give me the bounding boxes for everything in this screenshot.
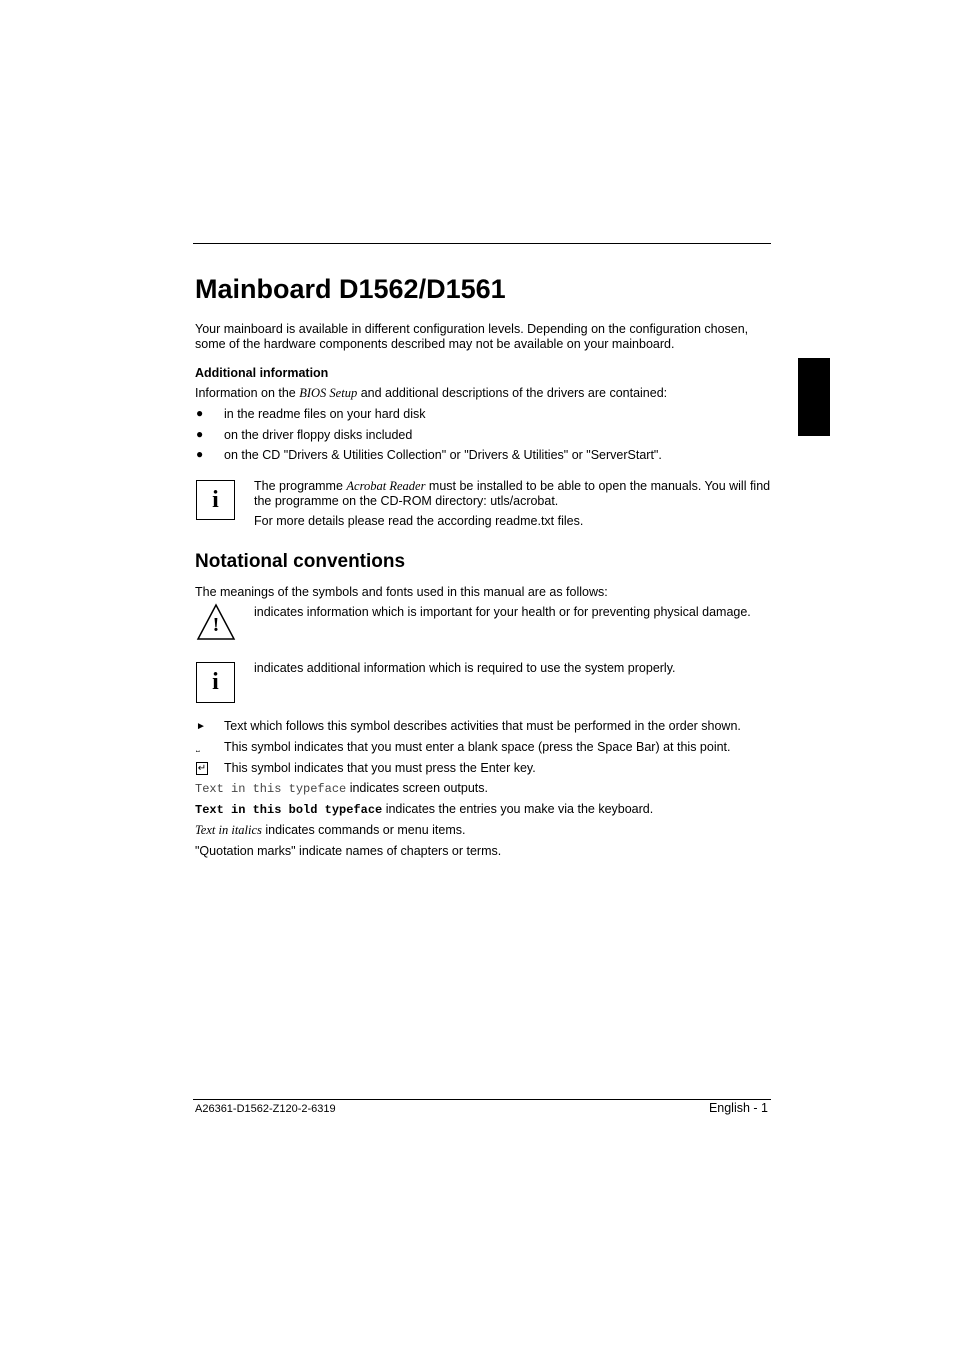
bullet-dot-icon: ● (196, 406, 204, 420)
warning-description: indicates information which is important for your health or for preventing physical damage. (254, 605, 751, 619)
intro-paragraph: Your mainboard is available in different configuration levels. Depending on the configuration chosen, some of the hardware components described may not be available on your mainboard. (195, 322, 749, 351)
additional-intro-italic: BIOS Setup (299, 386, 358, 400)
info1-post: must be installed to be able to open the manuals. You will find the programme on the CD-ROM directory: utls/acrobat. (254, 479, 771, 508)
typeface-italic-desc: indicates commands or menu items. (261, 823, 466, 837)
bullet-dot-icon: ● (196, 427, 204, 441)
symbol-description: This symbol indicates that you must enter a blank space (press the Space Bar) at this point. (224, 740, 731, 754)
warning-glyph: ! (212, 614, 220, 636)
typeface-mono-desc: indicates screen outputs. (346, 781, 488, 795)
additional-info-heading: Additional information (195, 366, 329, 380)
space-bar-icon: ⎵ (196, 742, 200, 752)
bullet-item: on the CD "Drivers & Utilities Collection" or "Drivers & Utilities" or "ServerStart". (224, 448, 662, 462)
info1-italic: Acrobat Reader (346, 479, 426, 493)
top-rule (193, 243, 771, 244)
typeface-bold-sample: Text in this bold typeface (195, 803, 383, 817)
conventions-intro: The meanings of the symbols and fonts used in this manual are as follows: (195, 585, 608, 599)
footer-page-number: English - 1 (708, 1101, 768, 1115)
info-note-paragraph (254, 479, 771, 509)
arrow-triangle-icon: ► (196, 721, 206, 732)
info-note-line2: For more details please read the according readme.txt files. (254, 514, 584, 528)
symbol-description: This symbol indicates that you must press the Enter key. (224, 761, 536, 775)
bullet-dot-icon: ● (196, 447, 204, 461)
info-description: indicates additional information which is required to use the system properly. (254, 661, 676, 675)
info-icon: i (196, 480, 235, 520)
typeface-mono-sample: Text in this typeface (195, 782, 347, 796)
typeface-bold-desc: indicates the entries you make via the keyboard. (382, 802, 654, 816)
chapter-tab-marker (798, 358, 830, 436)
quotation-marks-line: "Quotation marks" indicate names of chapters or terms. (195, 844, 502, 858)
info-icon: i (196, 662, 235, 703)
footer-doc-id: A26361-D1562-Z120-2-6319 (195, 1103, 336, 1115)
warning-icon (196, 603, 236, 641)
section-heading: Notational conventions (195, 551, 406, 572)
additional-intro-pre: Information on the (195, 386, 300, 400)
page-title: Mainboard D1562/D1561 (195, 274, 506, 304)
symbol-description: Text which follows this symbol describes activities that must be performed in the order shown. (224, 719, 741, 733)
additional-intro-post: and additional descriptions of the drivers are contained: (357, 386, 668, 400)
bullet-item: in the readme files on your hard disk (224, 407, 426, 421)
footer-rule (193, 1099, 771, 1100)
enter-key-icon: ↵ (197, 763, 207, 774)
typeface-mono-line (195, 781, 488, 797)
bullet-item: on the driver floppy disks included (224, 428, 413, 442)
additional-info-intro (195, 386, 667, 401)
info1-pre: The programme (254, 479, 347, 493)
typeface-italic-line (195, 823, 465, 838)
typeface-italic-sample: Text in italics (195, 823, 262, 837)
typeface-bold-line (195, 802, 653, 818)
